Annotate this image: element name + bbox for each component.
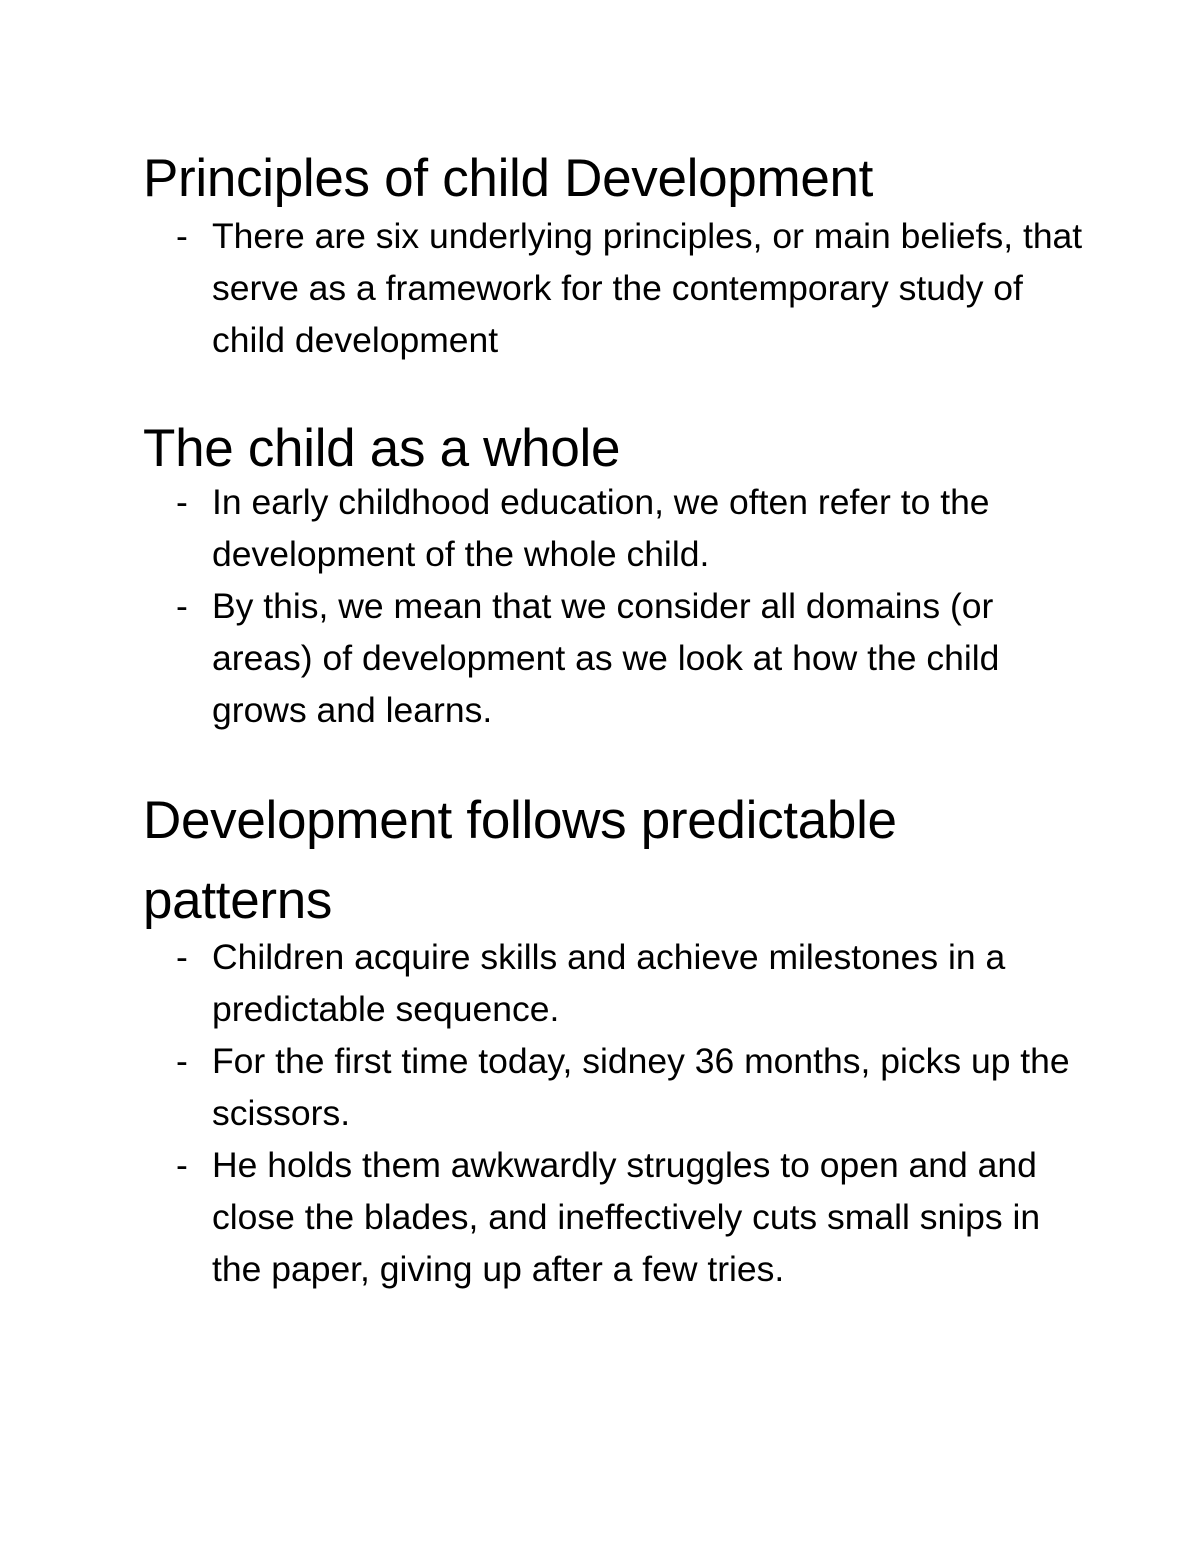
section-heading: The child as a whole	[143, 419, 621, 478]
bullet-item	[143, 476, 1083, 580]
bullet-dash: -	[176, 482, 188, 522]
bullet-item	[143, 580, 1083, 736]
section-predictable-patterns	[143, 781, 1083, 1295]
bullet-text: He holds them awkwardly struggles to open and and close the blades, and ineffectively cuts small snips in the paper, giving up after a few tries.	[212, 1145, 1041, 1289]
bullet-text: There are six underlying principles, or main beliefs, that serve as a framework for the contemporary study of child development	[212, 216, 1083, 360]
bullet-item	[143, 210, 1083, 366]
bullet-list	[143, 476, 1083, 736]
bullet-text: For the first time today, sidney 36 months, picks up the scissors.	[212, 1041, 1070, 1133]
document-body	[143, 140, 1083, 1295]
bullet-dash: -	[176, 586, 188, 626]
bullet-text: In early childhood education, we often refer to the development of the whole child.	[212, 482, 990, 574]
bullet-item	[143, 1139, 1083, 1295]
bullet-dash: -	[176, 1145, 188, 1185]
bullet-dash: -	[176, 937, 188, 977]
bullet-dash: -	[176, 1041, 188, 1081]
section-whole-child	[143, 409, 1083, 736]
bullet-dash: -	[176, 216, 188, 256]
bullet-list	[143, 931, 1083, 1295]
bullet-item	[143, 931, 1083, 1035]
section-heading: Principles of child Development	[143, 149, 874, 208]
bullet-text: By this, we mean that we consider all domains (or areas) of development as we look at how the child grows and learns.	[212, 586, 1000, 730]
section-heading: Development follows predictable patterns	[143, 791, 897, 930]
bullet-list	[143, 210, 1083, 366]
bullet-text: Children acquire skills and achieve milestones in a predictable sequence.	[212, 937, 1006, 1029]
bullet-item	[143, 1035, 1083, 1139]
section-principles	[143, 140, 1083, 366]
